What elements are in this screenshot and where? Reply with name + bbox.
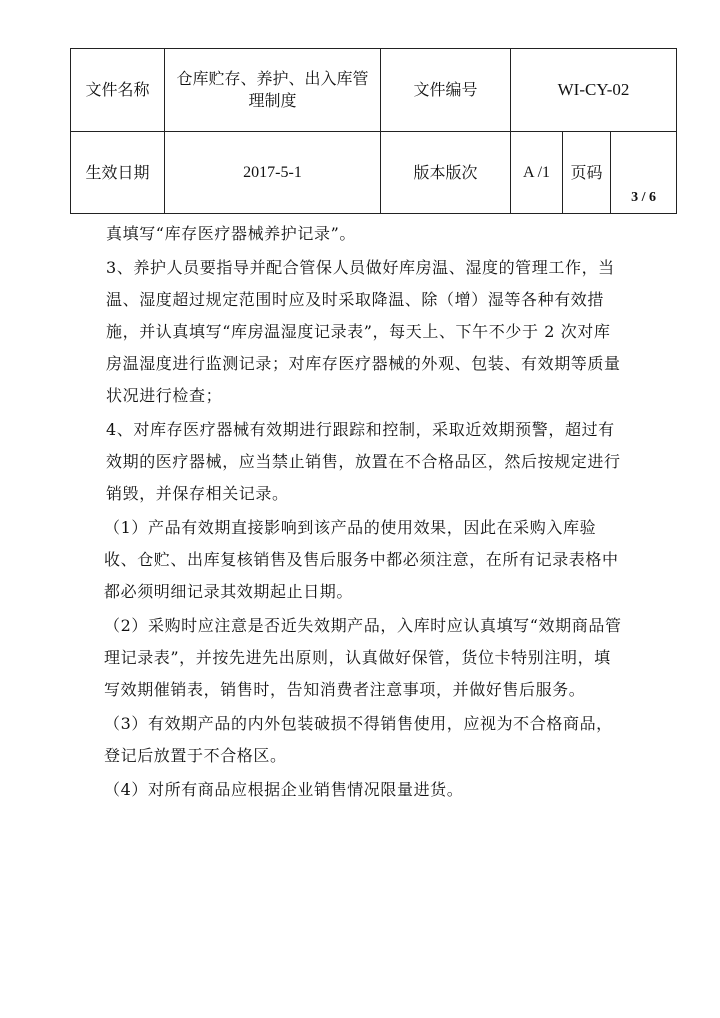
file-name-label: 文件名称 [71, 49, 165, 132]
page-number-cell [611, 132, 677, 214]
effective-date-label: 生效日期 [71, 132, 165, 214]
file-number-value: WI-CY-02 [511, 49, 677, 132]
file-number-label: 文件编号 [381, 49, 511, 132]
revision-label: 版本版次 [381, 132, 511, 214]
page-label-cell [563, 132, 611, 214]
document-header-table [70, 48, 677, 214]
page-number: 3 / 6 [631, 190, 656, 205]
paragraph: （4）对所有商品应根据企业销售情况限量进货。 [104, 780, 464, 799]
paragraph: 4、对库存医疗器械有效期进行跟踪和控制，采取近效期预警，超过有效期的医疗器械，应当禁止销售，放置在不合格品区，然后按规定进行销毁，并保存相关记录。 [106, 420, 621, 503]
paragraph: （3）有效期产品的内外包装破损不得销售使用，应视为不合格商品，登记后放置于不合格区。 [104, 714, 613, 765]
page-label: 页码 [570, 163, 603, 182]
revision-value: A /1 [511, 132, 563, 214]
effective-date-value: 2017-5-1 [165, 132, 381, 214]
paragraph: 3、养护人员要指导并配合管保人员做好库房温、湿度的管理工作，当温、湿度超过规定范围时应及时采取降温、除（增）湿等各种有效措施，并认真填写“库房温湿度记录表”，每天上、下午不少于 2 次对库房温湿度进行监测记录；对库存医疗器械的外观、包装、有效期等质量状况进行检查； [106, 258, 621, 405]
document-body [106, 218, 626, 808]
paragraph: 真填写“库存医疗器械养护记录”。 [106, 224, 356, 243]
paragraph: （1）产品有效期直接影响到该产品的使用效果，因此在采购入库验收、仓贮、出库复核销售及售后服务中都必须注意，在所有记录表格中都必须明细记录其效期起止日期。 [104, 518, 619, 601]
file-name-value: 仓库贮存、养护、出入库管理制度 [165, 49, 381, 132]
paragraph: （2）采购时应注意是否近失效期产品，入库时应认真填写“效期商品管理记录表”，并按先进先出原则，认真做好保管，货位卡特别注明，填写效期催销表，销售时，告知消费者注意事项，并做好售后服务。 [104, 616, 622, 699]
